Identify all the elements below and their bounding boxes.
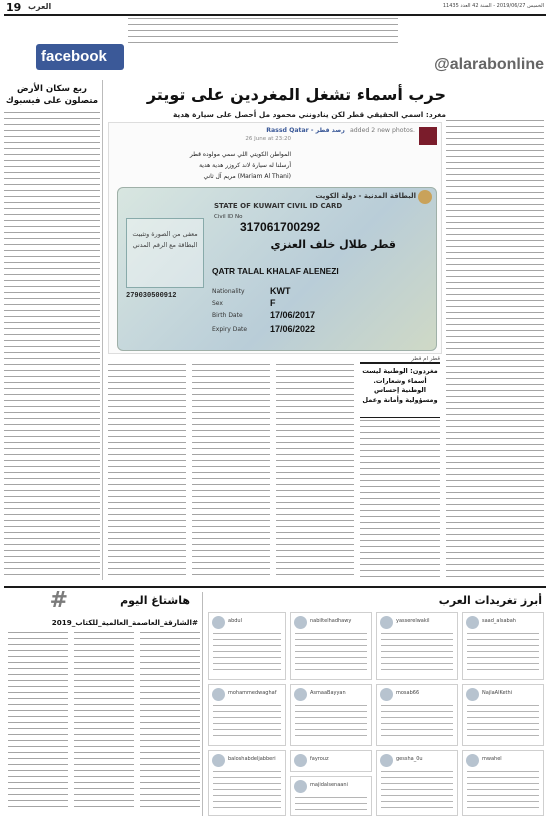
- tweet-handle: fayrouz: [310, 756, 329, 762]
- hashtag-icon: #: [49, 588, 68, 613]
- story-column-1b: [446, 240, 544, 580]
- story-column-3: [192, 364, 270, 578]
- tweet-body: [467, 771, 539, 811]
- avatar: [466, 688, 479, 701]
- avatar: [212, 688, 225, 701]
- story-column-5: [360, 420, 440, 578]
- bottom-vertical-rule: [202, 592, 203, 816]
- main-subheadline: مغرد: اسمي الحقيقي قطر لكن ينادونني محمود مل أحصل على سيارة هدية: [172, 110, 446, 119]
- sidebar-title: ربع سكان الأرض: [17, 84, 87, 94]
- bottom-section-rule: [4, 586, 546, 588]
- post-action: added 2 new photos.: [349, 127, 415, 134]
- tweet-body: [295, 705, 367, 741]
- avatar: [380, 754, 393, 767]
- card-birth: 17/06/2017: [270, 310, 316, 320]
- photo-caption: قطر ام قطر: [411, 356, 440, 362]
- post-account: [266, 127, 415, 134]
- sidebar-body-text: [4, 112, 100, 578]
- tweet-handle: mwahel: [482, 756, 502, 762]
- card-name-ar: قطر طلال خلف العنزي: [270, 238, 396, 251]
- tweet-card: [376, 612, 458, 680]
- tweet-handle: nabiltelhadhawy: [310, 618, 352, 624]
- civil-id-card: [117, 187, 437, 351]
- main-headline: حرب أسماء تشغل المغردين على تويتر: [146, 85, 446, 104]
- card-sex-label: Sex: [212, 300, 223, 307]
- avatar: [212, 616, 225, 629]
- hashtag-col-1: [140, 632, 200, 812]
- tweet-body: [467, 705, 539, 741]
- tweet-body: [213, 771, 281, 811]
- masthead-rule: [4, 14, 546, 16]
- avatar: [466, 616, 479, 629]
- card-civil-number: 317061700292: [240, 220, 321, 234]
- tweet-handle: AsmaaBayyan: [310, 690, 346, 696]
- banner-intro-text: [128, 18, 398, 46]
- page-number: 19: [6, 1, 22, 14]
- tweet-card: [290, 612, 372, 680]
- tweet-card: [376, 750, 458, 816]
- tweet-card: [290, 750, 372, 772]
- twitter-handle-banner: [356, 56, 544, 78]
- card-civil-label: Civil ID No: [214, 214, 243, 220]
- tweet-handle: yasserelwakil: [396, 618, 430, 624]
- tweet-handle: mosab66: [396, 690, 420, 696]
- issue-date: الخميس 2019/06/27 - السنة 42 العدد 11435: [442, 3, 544, 9]
- card-photo-box: [126, 218, 204, 288]
- embedded-post: [108, 122, 442, 354]
- avatar: [294, 754, 307, 767]
- sidebar-divider: [102, 80, 103, 580]
- tweet-body: [381, 771, 453, 811]
- post-line-2: أرسلنا له سيارة لاند كروزر هدية هدية: [199, 162, 291, 169]
- facebook-wordmark: facebook: [41, 48, 107, 65]
- paper-name: العرب: [28, 2, 52, 11]
- card-photo-text: معفى من الصورة وتثبيت البطاقة مع الرقم المدني: [132, 230, 198, 249]
- tweet-handle: gessha_0u: [396, 756, 423, 762]
- tweet-body: [213, 633, 281, 675]
- tweet-card: [290, 684, 372, 746]
- card-sex: F: [270, 298, 276, 308]
- sidebar-subtitle: متصلون على فيسبوك: [5, 96, 99, 106]
- card-birth-label: Birth Date: [212, 312, 243, 319]
- tweet-card: [290, 776, 372, 816]
- post-line-1: المواطن الكويتي اللي سمي مولوده قطر: [189, 151, 291, 158]
- story-column-1: [446, 120, 544, 235]
- story-column-4: [276, 364, 354, 578]
- tweets-section-title: أبرز تغريدات العرب: [438, 594, 542, 607]
- hashtag-col-3: [8, 632, 68, 812]
- avatar: [294, 688, 307, 701]
- tweet-handle: mohammedwaghaf: [228, 690, 277, 696]
- pullquote: [360, 362, 440, 418]
- tweet-body: [381, 633, 453, 675]
- post-time: 26 June at 23:20: [245, 136, 291, 142]
- tweet-card: [462, 612, 544, 680]
- tweet-card: [208, 684, 286, 746]
- avatar: [380, 688, 393, 701]
- card-emblem-icon: [418, 190, 432, 204]
- card-title-ar: البطاقة المدنية - دولة الكويت: [315, 192, 416, 200]
- tweet-body: [213, 705, 281, 741]
- tweet-card: [376, 684, 458, 746]
- tweet-card: [208, 612, 286, 680]
- hashtag-col-2: [74, 632, 134, 812]
- card-title: STATE OF KUWAIT CIVIL ID CARD: [214, 202, 343, 210]
- tweet-body: [381, 705, 453, 741]
- tweet-body: [295, 797, 367, 811]
- tweet-handle: saad_alsabah: [482, 618, 516, 624]
- post-account-name: Rassd Qatar - رصد قطر: [266, 127, 345, 134]
- card-nationality-label: Nationality: [212, 288, 245, 295]
- card-nationality: KWT: [270, 286, 291, 296]
- avatar: [294, 780, 307, 793]
- twitter-handle: @alarabonline: [434, 56, 544, 73]
- pullquote-text: مغردون: الوطنية ليست أسماء وشعارات. الوطنية إحساس ومسؤولية وأمانة وعمل: [362, 367, 438, 404]
- facebook-banner: [36, 44, 124, 70]
- tweet-handle: baloshabdeljabberi: [228, 756, 276, 762]
- card-serial: 279030500912: [126, 292, 177, 300]
- masthead: [0, 0, 550, 14]
- hashtag-section: [4, 590, 200, 816]
- avatar: [212, 754, 225, 767]
- tweet-card: [208, 750, 286, 816]
- tweet-handle: abdul: [228, 618, 242, 624]
- card-expiry: 17/06/2022: [270, 324, 316, 334]
- tweet-handle: majidalsenaani: [310, 782, 348, 788]
- tweet-card: [462, 750, 544, 816]
- tweet-body: [295, 633, 367, 675]
- story-column-2: [108, 364, 186, 578]
- tweet-body: [467, 633, 539, 675]
- post-line-3: (Mariam Al Thani) مريم آل ثاني: [203, 173, 291, 180]
- tweet-handle: NajlaAlKethi: [482, 690, 513, 696]
- avatar: [294, 616, 307, 629]
- card-expiry-label: Expiry Date: [212, 326, 248, 333]
- avatar: [380, 616, 393, 629]
- card-name-en: QATR TALAL KHALAF ALENEZI: [212, 266, 339, 276]
- hashtag-title: #الشارقة_العاصمة_العالمية_للكتاب_2019: [51, 618, 198, 627]
- tweet-card: [462, 684, 544, 746]
- sidebar-story: [4, 78, 100, 583]
- post-avatar: [419, 127, 437, 145]
- avatar: [466, 754, 479, 767]
- hashtag-section-title: هاشتاغ اليوم: [120, 594, 190, 607]
